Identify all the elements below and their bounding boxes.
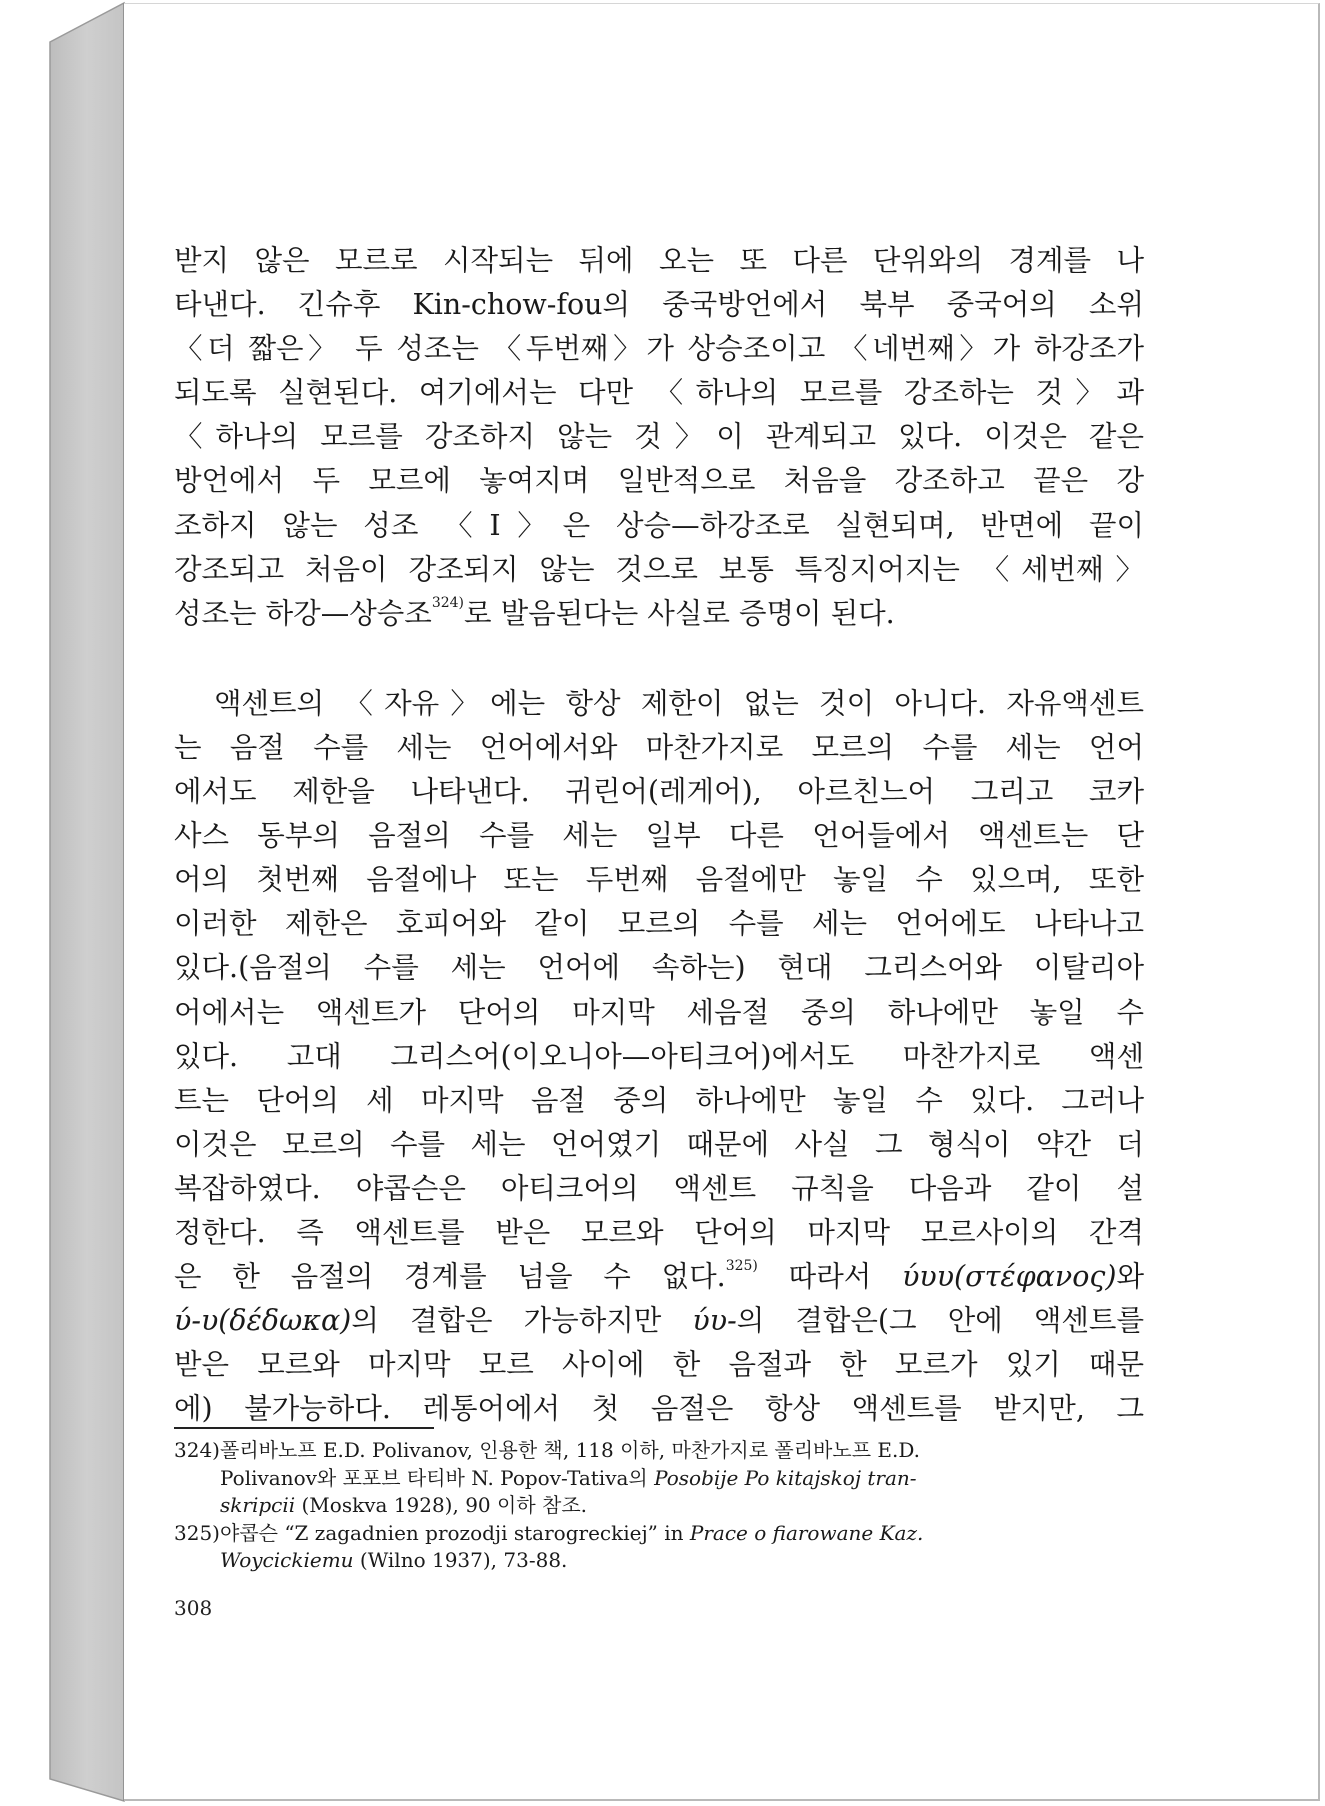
text-fragment: 와 — [1116, 1260, 1144, 1294]
footnote-number: 325) — [174, 1520, 220, 1545]
text-line: 이러한 제한은 호피어와 같이 모르의 수를 세는 언어에도 나타나고 — [174, 907, 1144, 941]
footnote-325 — [174, 1520, 1144, 1548]
footnote-title: skripcii — [220, 1493, 296, 1517]
footnotes — [174, 1437, 1144, 1575]
paragraph-2 — [174, 682, 1144, 1432]
text-line: 정한다. 즉 액센트를 받은 모르와 단어의 마지막 모르사이의 간격 — [174, 1215, 1144, 1249]
text-fragment: 의 결합은 가능하지만 — [351, 1304, 693, 1338]
text-fragment: 따라서 — [757, 1260, 903, 1294]
footnote-title: Posobije Po kitajskoj tran- — [654, 1465, 917, 1490]
footnote-number: 324) — [174, 1438, 220, 1462]
footnote-text: 야콥슨 “Z zagadnien prozodji starogreckiej” in — [220, 1520, 690, 1545]
text-line — [174, 592, 1144, 636]
text-line: 있다. 고대 그리스어(이오니아—아티크어)에서도 마찬가지로 액센 — [174, 1039, 1144, 1073]
footnote-324-cont — [174, 1465, 1144, 1493]
text-line — [174, 1299, 1144, 1343]
text-line: 〈하나의 모르를 강조하지 않는 것〉이 관계되고 있다. 이것은 같은 — [174, 420, 1144, 454]
text-line: 어에서는 액센트가 단어의 마지막 세음절 중의 하나에만 놓일 수 — [174, 995, 1144, 1029]
text-line: 있다.(음절의 수를 세는 언어에 속하는) 현대 그리스어와 이탈리아 — [174, 951, 1144, 985]
text-line: 〈더 짧은〉 두 성조는 〈두번째〉가 상승조이고 〈네번째〉가 하강조가 — [174, 332, 1144, 366]
text-line: 강조되고 처음이 강조되지 않는 것으로 보통 특징지어지는 〈세번째〉 — [174, 552, 1144, 586]
paragraph-gap — [174, 636, 1144, 682]
footnote-324 — [174, 1437, 1144, 1465]
text-line: 받지 않은 모르로 시작되는 뒤에 오는 또 다른 단위와의 경계를 나 — [174, 244, 1144, 277]
footnote-divider — [174, 1427, 434, 1429]
text-line: 되도록 실현된다. 여기에서는 다만 〈하나의 모르를 강조하는 것〉과 — [174, 376, 1144, 410]
text-line: 방언에서 두 모르에 놓여지며 일반적으로 처음을 강조하고 끝은 강 — [174, 464, 1144, 498]
footnote-text: 폴리바노프 E.D. Polivanov, 인용한 책, 118 이하, 마찬가지로 폴리바노프 E.D. — [220, 1438, 921, 1462]
footnote-text: Polivanov와 포포브 타티바 N. Popov-Tativa의 — [220, 1465, 655, 1490]
text-line: 받은 모르와 마지막 모르 사이에 한 음절과 한 모르가 있기 때문 — [174, 1348, 1144, 1382]
book-spine — [0, 0, 130, 1806]
footnote-text: (Wilno 1937), 73-88. — [353, 1548, 568, 1572]
text-fragment: 성조는 하강—상승조 — [174, 596, 432, 630]
text-line: 에서도 제한을 나타낸다. 귀린어(레게어), 아르친느어 그리고 코카 — [174, 775, 1144, 809]
text-line — [174, 1255, 1144, 1299]
text-line: 에) 불가능하다. 레통어에서 첫 음절은 항상 액센트를 받지만, 그 — [174, 1392, 1144, 1426]
text-line: 사스 동부의 음절의 수를 세는 일부 다른 언어들에서 액센트는 단 — [174, 819, 1144, 853]
text-line: 조하지 않는 성조 〈Ⅰ〉은 상승—하강조로 실현되며, 반면에 끝이 — [174, 508, 1144, 542]
footnote-title: Prace o fiarowane Kaz. — [689, 1520, 924, 1545]
footnote-title: Woycickiemu — [220, 1548, 354, 1572]
text-line: 이것은 모르의 수를 세는 언어였기 때문에 사실 그 형식이 약간 더 — [174, 1127, 1144, 1161]
footnote-ref-324[interactable]: 324) — [431, 594, 464, 611]
body-text — [174, 239, 1144, 1431]
footnote-text: (Moskva 1928), 90 이하 참조. — [295, 1493, 588, 1517]
text-fragment: 은 한 음절의 경계를 넘을 수 없다. — [174, 1260, 726, 1294]
text-line: 타낸다. 긴슈후 Kin-chow-fou의 중국방언에서 북부 중국어의 소위 — [174, 288, 1144, 322]
text-line: 액센트의 〈자유〉에는 항상 제한이 없는 것이 아니다. 자유액센트 — [214, 686, 1144, 720]
footnote-325-cont — [174, 1547, 1144, 1575]
text-line: 어의 첫번째 음절에나 또는 두번째 음절에만 놓일 수 있으며, 또한 — [174, 863, 1144, 897]
footnote-ref-325[interactable]: 325) — [725, 1258, 758, 1275]
paragraph-1 — [174, 239, 1144, 636]
text-fragment: 로 발음된다는 사실로 증명이 된다. — [464, 596, 895, 630]
page-number: 308 — [174, 1596, 213, 1620]
text-line: 는 음절 수를 세는 언어에서와 마찬가지로 모르의 수를 세는 언어 — [174, 730, 1144, 764]
footnote-324-cont — [174, 1492, 1144, 1520]
text-fragment: 의 결합은(그 안에 액센트를 — [736, 1304, 1144, 1338]
greek-example: ύυυ(στέφανος) — [902, 1260, 1117, 1294]
text-line: 복잡하였다. 야콥슨은 아티크어의 액센트 규칙을 다음과 같이 설 — [174, 1171, 1144, 1205]
greek-example: ύυ- — [692, 1304, 737, 1338]
text-line: 트는 단어의 세 마지막 음절 중의 하나에만 놓일 수 있다. 그러나 — [174, 1083, 1144, 1117]
greek-example: ύ-υ(δέδωκα) — [174, 1304, 352, 1338]
